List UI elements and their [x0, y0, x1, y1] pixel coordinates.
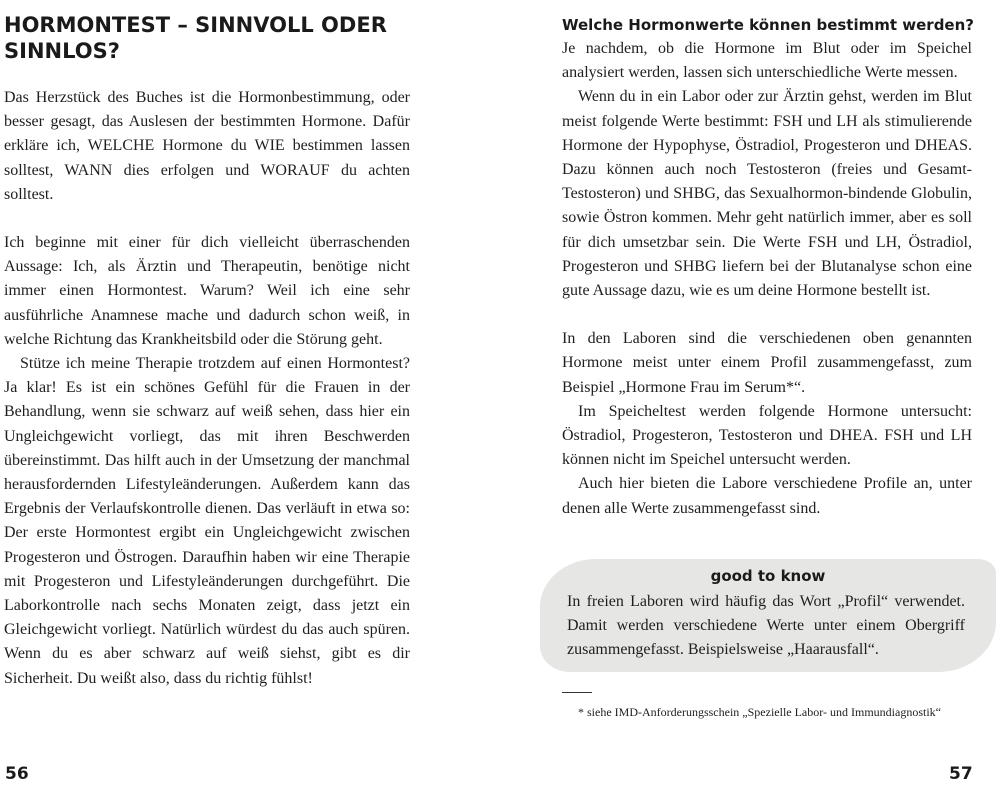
- left-paragraph-3: Stütze ich meine Therapie trotzdem auf einen Hormontest? Ja klar! Es ist ein schönes Gefühl für die Frauen in der Behandlung, wenn sie schwarz auf weiß sehen, dass hier ein Ungleichgewicht vorliegt, das mit ihren Beschwerden übereinstimmt. Das hilft auch in der Umsetzung der manchmal herausfordernden Lifestyleänderungen. Außerdem kann das Ergebnis der Verlaufskontrolle dienen. Das verläuft in etwa so: Der erste Hormontest ergibt ein Ungleichgewicht zwischen Progesteron und Östrogen. Daraufhin haben wir eine Therapie mit Progesteron und Lifestyleänderungen durchgeführt. Die Laborkontrolle nach sechs Monaten zeigt, dass jetzt ein Gleichgewicht vorliegt. Natürlich würdest du das auch spüren. Wenn du es aber schwarz auf weiß siehst, gibt es dir Sicherheit. Du weißt also, dass du richtig fühlst!: [4, 355, 410, 687]
- good-to-know-box: [540, 559, 996, 672]
- right-paragraph-4: Im Speicheltest werden folgende Hormone untersucht: Östradiol, Progesteron, Testosteron und DHEA. FSH und LH können nicht im Speichel untersucht werden.: [562, 402, 972, 469]
- section-subheading: Welche Hormonwerte können bestimmt werden?: [562, 16, 974, 34]
- right-paragraph-1: Je nachdem, ob die Hormone im Blut oder im Speichel analysiert werden, lassen sich unterschiedliche Werte messen.: [562, 40, 972, 82]
- page-number-left: 56: [5, 764, 29, 784]
- good-to-know-text: In freien Laboren wird häufig das Wort „Profil“ verwendet. Damit werden verschiedene Werte unter einem Obergriff zusammengefasst. Beispielsweise „Haarausfall“.: [567, 593, 965, 659]
- chapter-heading: HORMONTEST – SINNVOLL ODER SINNLOS?: [4, 13, 387, 63]
- good-to-know-title: good to know: [710, 567, 826, 585]
- left-paragraph-2: Ich beginne mit einer für dich vielleicht überraschenden Aussage: Ich, als Ärztin und Therapeutin, benötige nicht immer einen Hormontest. Warum? Weil ich eine sehr ausführliche Anamnese mache und dadurch schon weiß, in welche Richtung das Krankheitsbild oder die Störung geht.: [4, 234, 410, 348]
- right-paragraph-2: Wenn du in ein Labor oder zur Ärztin gehst, werden im Blut meist folgende Werte bestimmt: FSH und LH als stimulierende Hormone der Hypophyse, Östradiol, Progesteron und DHEAS. Dazu können auch noch Testosteron (freies und Gesamt-Testosteron) und SHBG, das Sexualhormon-bindende Globulin, sowie Östron kommen. Mehr geht natürlich immer, aber es soll für dich umsetzbar sein. Die Werte FSH und LH, Östradiol, Progesteron und SHBG liefern bei der Blutanalyse schon eine gute Aussage dazu, wie es um deine Hormone bestellt ist.: [562, 88, 972, 300]
- footnote: * siehe IMD-Anforderungsschein „Spezielle Labor- und Immundiagnostik“: [578, 705, 941, 719]
- footnote-divider: [562, 692, 592, 693]
- right-paragraph-5: Auch hier bieten die Labore verschiedene Profile an, unter denen alle Werte zusammengefasst sind.: [562, 475, 972, 517]
- right-paragraph-3: In den Laboren sind die verschiedenen oben genannten Hormone meist unter einem Profil zusammengefasst, zum Beispiel „Hormone Frau im Serum*“.: [562, 330, 972, 396]
- left-paragraph-1: Das Herzstück des Buches ist die Hormonbestimmung, oder besser gesagt, das Auslesen der bestimmten Hormone. Dafür erkläre ich, WELCHE Hormone du WIE bestimmen lassen solltest, WANN dies erfolgen und WORAUF du achten solltest.: [4, 89, 410, 203]
- left-body-text: [4, 86, 410, 691]
- right-page: [500, 0, 1000, 800]
- right-body-text: [562, 37, 972, 521]
- page-number-right: 57: [949, 764, 973, 784]
